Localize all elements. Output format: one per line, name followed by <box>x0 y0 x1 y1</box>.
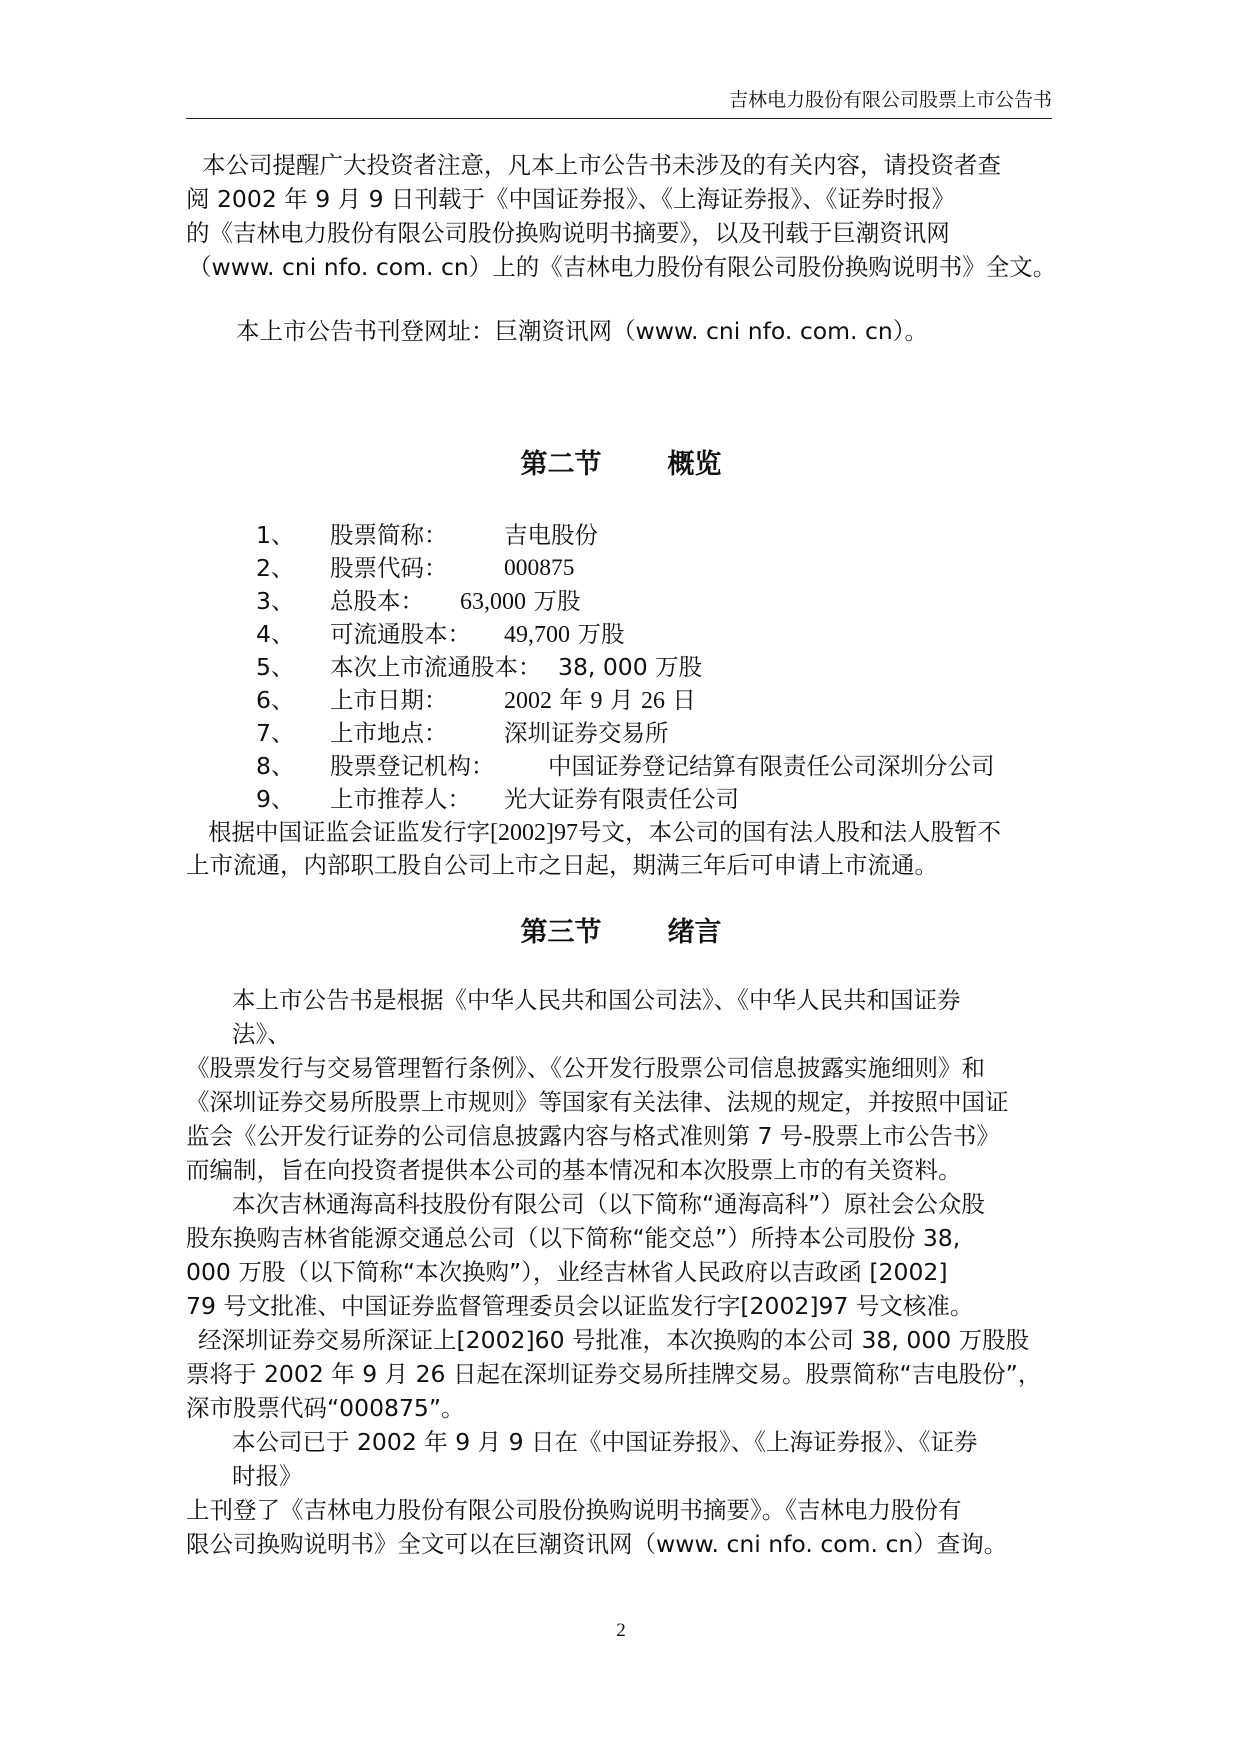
date-month: 9 <box>590 688 603 714</box>
intro-line: （www. cni nfo. com. cn）上的《吉林电力股份有限公司股份换购说明书》全文。 <box>188 253 1057 281</box>
preface-line: 深市股票代码“000875”。 <box>186 1394 465 1422</box>
website-line: 本上市公告书刊登网址：巨潮资讯网（www. cni nfo. com. cn）。 <box>236 317 929 345</box>
section-2-heading <box>0 448 1242 482</box>
item-number: 1、 <box>256 521 295 549</box>
section-3-heading <box>0 916 1242 950</box>
note-doc-number: [2002]97 <box>490 820 578 846</box>
intro-line: 阅 2002 年 9 月 9 日刊载于《中国证券报》、《上海证券报》、《证券时报》 <box>186 185 956 213</box>
item-label: 股票简称： <box>330 521 448 549</box>
item-number: 7、 <box>256 719 295 747</box>
preface-line: 本次吉林通海高科技股份有限公司（以下简称“通海高科”）原社会公众股 <box>232 1190 985 1218</box>
item-value <box>460 586 580 617</box>
date-day-unit: 日 <box>672 686 696 714</box>
item-value: 深圳证券交易所 <box>504 719 669 747</box>
date-year-unit: 年 <box>559 686 583 714</box>
preface-line: 时报》 <box>232 1462 303 1490</box>
preface-line: 而编制，旨在向投资者提供本公司的基本情况和本次股票上市的有关资料。 <box>186 1156 962 1184</box>
note-text: 根据中国证监会证监发行字 <box>208 818 490 846</box>
preface-line: 限公司换购说明书》全文可以在巨潮资讯网（www. cni nfo. com. cn）查询。 <box>186 1530 1008 1558</box>
preface-line: 监会《公开发行证券的公司信息披露内容与格式准则第 7 号-股票上市公告书》 <box>186 1122 1000 1150</box>
item-number: 5、 <box>256 653 295 681</box>
item-label: 股票登记机构： <box>330 752 495 780</box>
date-month-unit: 月 <box>609 686 634 714</box>
item-value: 000875 <box>504 555 575 581</box>
item-value: 吉电股份 <box>504 521 598 549</box>
header-title: 吉林电力股份有限公司股票上市公告书 <box>728 89 1052 111</box>
item-label: 上市地点： <box>330 719 448 747</box>
item-value-number: 49,700 <box>504 622 570 648</box>
item-number: 8、 <box>256 752 295 780</box>
preface-line: 本公司已于 2002 年 9 月 9 日在《中国证券报》、《上海证券报》、《证券 <box>232 1428 978 1456</box>
item-value <box>504 619 624 650</box>
preface-line: 《股票发行与交易管理暂行条例》、《公开发行股票公司信息披露实施细则》和 <box>186 1054 985 1082</box>
overview-note-line: 上市流通，内部职工股自公司上市之日起，期满三年后可申请上市流通。 <box>186 851 938 879</box>
item-value: 38, 000 万股 <box>558 653 703 681</box>
item-value: 中国证券登记结算有限责任公司深圳分公司 <box>548 752 995 780</box>
item-value-number: 63,000 <box>460 589 526 615</box>
item-label: 上市日期： <box>330 686 448 714</box>
item-number: 2、 <box>256 554 295 582</box>
preface-line: 上刊登了《吉林电力股份有限公司股份换购说明书摘要》。《吉林电力股份有 <box>186 1496 962 1524</box>
page-header <box>186 88 1052 119</box>
item-label: 股票代码： <box>330 554 448 582</box>
item-label: 本次上市流通股本： <box>330 653 542 681</box>
section-2-title: 概览 <box>667 449 722 480</box>
preface-line: 经深圳证券交易所深证上[2002]60 号批准，本次换购的本公司 38, 000 万股股 <box>198 1326 1030 1354</box>
item-label: 上市推荐人： <box>330 785 471 813</box>
page-number: 2 <box>616 1620 626 1641</box>
section-3-title: 绪言 <box>667 917 722 948</box>
overview-note-line <box>208 817 1001 848</box>
preface-line: 79 号文批准、中国证券监督管理委员会以证监发行字[2002]97 号文核准。 <box>186 1292 974 1320</box>
date-year: 2002 <box>504 688 552 714</box>
note-text: 号文，本公司的国有法人股和法人股暂不 <box>577 818 1001 846</box>
item-value-unit: 万股 <box>533 587 581 615</box>
item-number: 3、 <box>256 587 295 615</box>
intro-line: 本公司提醒广大投资者注意，凡本上市公告书未涉及的有关内容，请投资者查 <box>202 151 1001 179</box>
date-day: 26 <box>640 688 665 714</box>
preface-line: 本上市公告书是根据《中华人民共和国公司法》、《中华人民共和国证券 <box>232 986 961 1014</box>
item-value: 光大证券有限责任公司 <box>504 785 739 813</box>
item-number: 9、 <box>256 785 295 813</box>
preface-line: 000 万股（以下简称“本次换购”），业经吉林省人民政府以吉政函 [2002] <box>186 1258 948 1286</box>
item-value <box>504 685 696 716</box>
item-number: 4、 <box>256 620 295 648</box>
intro-line: 的《吉林电力股份有限公司股份换购说明书摘要》，以及刊载于巨潮资讯网 <box>186 219 950 247</box>
item-label: 总股本： <box>330 587 424 615</box>
item-number: 6、 <box>256 686 295 714</box>
preface-line: 股东换购吉林省能源交通总公司（以下简称“能交总”）所持本公司股份 38, <box>186 1224 961 1252</box>
preface-line: 《深圳证券交易所股票上市规则》等国家有关法律、法规的规定，并按照中国证 <box>186 1088 1009 1116</box>
preface-line: 票将于 2002 年 9 月 26 日起在深圳证券交易所挂牌交易。股票简称“吉电股份”， <box>186 1360 1042 1388</box>
section-3-number: 第三节 <box>520 917 602 948</box>
preface-line: 法》、 <box>232 1020 291 1048</box>
section-2-number: 第二节 <box>520 449 602 480</box>
item-label: 可流通股本： <box>330 620 471 648</box>
item-value-unit: 万股 <box>577 620 625 648</box>
